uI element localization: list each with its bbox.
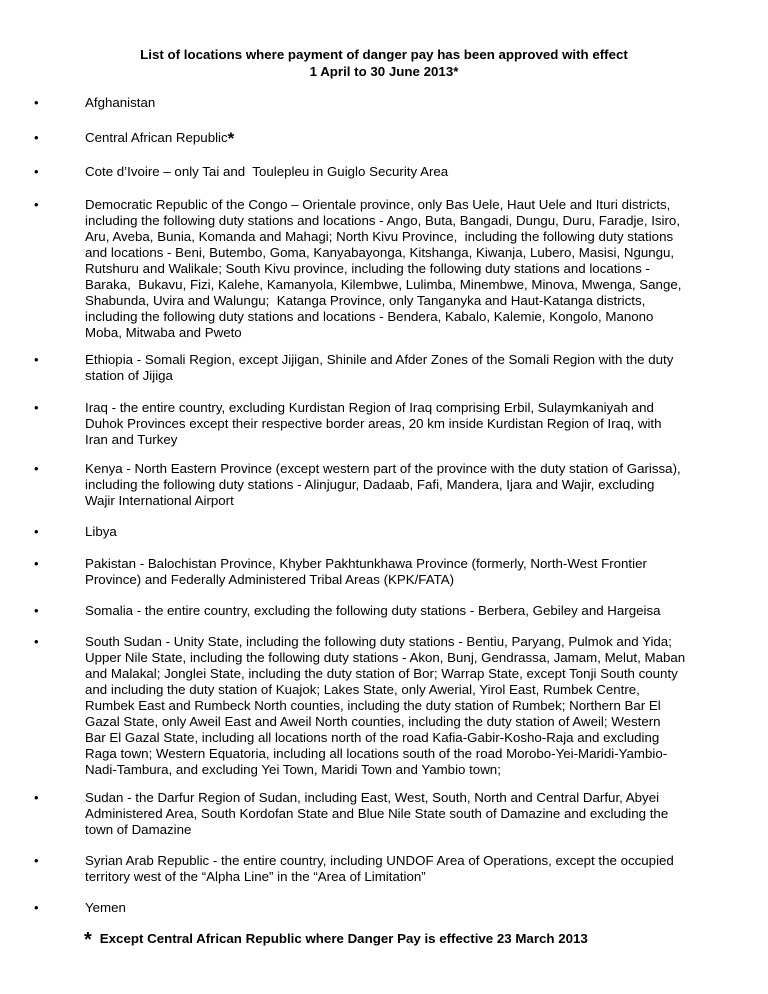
list-item-text: Afghanistan [85,95,156,110]
list-item-text: Ethiopia - Somali Region, except Jijigan, Shinile and Afder Zones of the Somali Region with the duty station of Jijiga [85,352,674,383]
bullet-icon: • [34,603,39,618]
footnote-marker: * [227,129,235,148]
bullet-icon: • [34,900,39,915]
footnote-text: Except Central African Republic where Danger Pay is effective 23 March 2013 [99,931,588,946]
footnote-star: * [84,929,92,951]
bullet-icon: • [34,556,39,571]
bullet-icon: • [34,853,39,868]
bullet-icon: • [34,634,39,649]
list-item-text: Democratic Republic of the Congo – Orientale province, only Bas Uele, Haut Uele and Ituri districts, including the following duty stations and locations - Ango, Buta, Bangadi, Dungu, Duru, Faradje, Isiro, Aru, Aveba, Bunia, Komanda and Mahagi; North Kivu Province, including the following duty stations and locations - Beni, Butembo, Goma, Kanyabayonga, Kitshanga, Kiwanja, Lubero, Masisi, Ngungu, Rutshuru and Walikale; South Kivu province, including the following duty stations and locations - Baraka, Bukavu, Fizi, Kalehe, Kamanyola, Kilembwe, Lulimba, Minembwe, Minova, Mwenga, Sange, Shabunda, Uvira and Walungu; Katanga Province, only Tanganyka and Haut-Katanga districts, including the following duty stations and locations - Bendera, Kabalo, Kalemie, Kongolo, Manono Moba, Mitwaba and Pweto [85,197,682,340]
bullet-icon: • [34,790,39,805]
list-item-text: Libya [85,524,117,539]
list-item-text: Sudan - the Darfur Region of Sudan, including East, West, South, North and Central Darfur, Abyei Administered Area, South Kordofan State and Blue Nile State south of Damazine and excluding the town of Damazine [85,790,669,837]
bullet-icon: • [34,164,39,179]
document-title-line-1: List of locations where payment of danger pay has been approved with effect [140,47,628,62]
list-item-text-wrapper [85,130,720,147]
list-item-text: Yemen [85,900,126,915]
bullet-icon: • [34,130,39,145]
document-title-line-2: 1 April to 30 June 2013* [309,64,459,79]
list-item-text: Central African Republic [85,130,228,145]
footnote [84,929,588,950]
bullet-icon: • [34,197,39,212]
list-item-text: Cote d’Ivoire – only Tai and Toulepleu in Guiglo Security Area [85,164,449,179]
list-item-text: South Sudan - Unity State, including the following duty stations - Bentiu, Paryang, Pulmok and Yida; Upper Nile State, including the following duty stations - Akon, Bunj, Gendrassa, Jamam, Melut, Maban and Malakal; Jonglei State, including the duty station of Bor; Warrap State, except Tonji South county and including the duty station of Kuajok; Lakes State, only Awerial, Yirol East, Rumbek Centre, Rumbek East and Rumbeck North counties, including the duty station of Rumbek; Northern Bar El Gazal State, only Aweil East and Aweil North counties, including the duty station of Aweil; Western Bar El Gazal State, including all locations north of the road Kafia-Gabir-Kosho-Raja and excluding Raga town; Western Equatoria, including all locations south of the road Morobo-Yei-Maridi-Yambio- Nadi-Tambura, and excluding Yei Town, Maridi Town and Yambio town; [85,634,686,777]
list-item-text: Syrian Arab Republic - the entire country, including UNDOF Area of Operations, except the occupied territory west of the “Alpha Line” in the “Area of Limitation” [85,853,674,884]
bullet-icon: • [34,461,39,476]
bullet-icon: • [34,95,39,110]
bullet-icon: • [34,352,39,367]
list-item-text: Pakistan - Balochistan Province, Khyber Pakhtunkhawa Province (formerly, North-West Frontier Province) and Federally Administered Tribal Areas (KPK/FATA) [85,556,647,587]
list-item-text: Somalia - the entire country, excluding the following duty stations - Berbera, Gebiley and Hargeisa [85,603,661,618]
list-item-text: Kenya - North Eastern Province (except western part of the province with the duty station of Garissa), including the following duty stations - Alinjugur, Dadaab, Fafi, Mandera, Ijara and Wajir, excluding Wajir International Airport [85,461,681,508]
list-item-text: Iraq - the entire country, excluding Kurdistan Region of Iraq comprising Erbil, Sulaymkaniyah and Duhok Provinces except their respective border areas, 20 km inside Kurdistan Region of Iraq, with Iran and Turkey [85,400,662,447]
bullet-icon: • [34,400,39,415]
bullet-icon: • [34,524,39,539]
